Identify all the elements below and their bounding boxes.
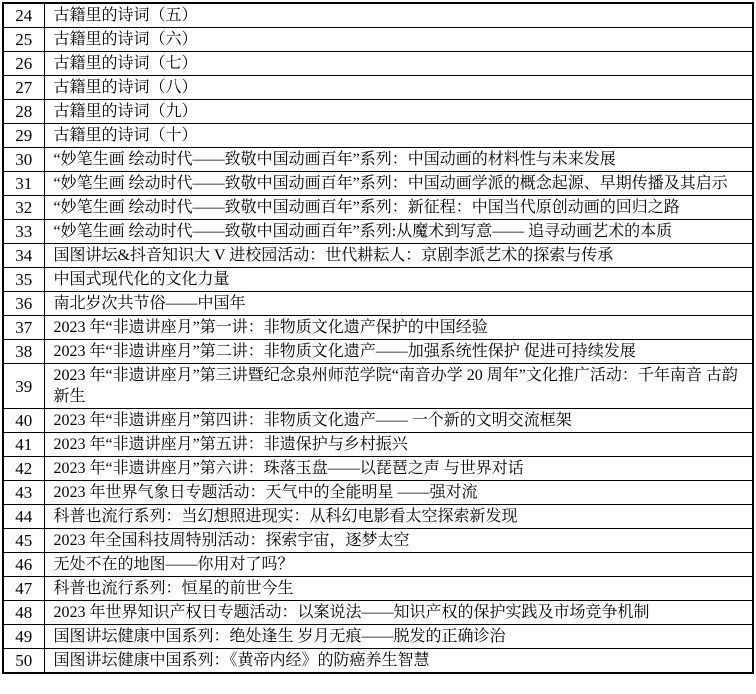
row-title: “妙笔生画 绘动时代——致敬中国动画百年”系列：新征程：中国当代原创动画的回归之路 [44, 196, 753, 220]
table-row [3, 553, 753, 577]
table-row [3, 649, 753, 674]
row-title: 2023 年“非遗讲座月”第六讲：珠落玉盘——以琵琶之声 与世界对话 [44, 457, 753, 481]
table-row [3, 433, 753, 457]
row-title: 2023 年世界气象日专题活动：天气中的全能明星 ——强对流 [44, 481, 753, 505]
table-row [3, 220, 753, 244]
row-number: 27 [3, 76, 44, 100]
row-number: 37 [3, 316, 44, 340]
table-row [3, 76, 753, 100]
row-number: 34 [3, 244, 44, 268]
table-row [3, 268, 753, 292]
row-title: 2023 年“非遗讲座月”第二讲：非物质文化遗产——加强系统性保护 促进可持续发展 [44, 340, 753, 364]
row-number: 32 [3, 196, 44, 220]
row-title: 2023 年世界知识产权日专题活动：以案说法——知识产权的保护实践及市场竞争机制 [44, 601, 753, 625]
row-number: 48 [3, 601, 44, 625]
row-number: 28 [3, 100, 44, 124]
row-title: 科普也流行系列：当幻想照进现实：从科幻电影看太空探索新发现 [44, 505, 753, 529]
row-number: 24 [3, 3, 44, 28]
row-title: 国图讲坛健康中国系列：《黄帝内经》的防癌养生智慧 [44, 649, 753, 674]
row-title: 2023 年“非遗讲座月”第五讲：非遗保护与乡村振兴 [44, 433, 753, 457]
table-row [3, 28, 753, 52]
row-title: 2023 年“非遗讲座月”第四讲：非物质文化遗产—— 一个新的文明交流框架 [44, 409, 753, 433]
row-title: 无处不在的地图——你用对了吗？ [44, 553, 753, 577]
row-number: 50 [3, 649, 44, 674]
row-number: 41 [3, 433, 44, 457]
table-row [3, 3, 753, 28]
table-row [3, 577, 753, 601]
row-title: 古籍里的诗词（五） [44, 3, 753, 28]
row-title: 古籍里的诗词（七） [44, 52, 753, 76]
row-number: 25 [3, 28, 44, 52]
row-title: 中国式现代化的文化力量 [44, 268, 753, 292]
row-title: 国图讲坛&抖音知识大 V 进校园活动：世代耕耘人：京剧李派艺术的探索与传承 [44, 244, 753, 268]
row-title: 古籍里的诗词（八） [44, 76, 753, 100]
table-row [3, 52, 753, 76]
row-number: 43 [3, 481, 44, 505]
row-title: “妙笔生画 绘动时代——致敬中国动画百年”系列：中国动画学派的概念起源、早期传播及其启示 [44, 172, 753, 196]
events-table [2, 2, 754, 674]
row-number: 31 [3, 172, 44, 196]
table-row [3, 529, 753, 553]
table-row [3, 364, 753, 409]
row-number: 39 [3, 364, 44, 409]
table-row [3, 316, 753, 340]
row-number: 35 [3, 268, 44, 292]
row-title: 2023 年“非遗讲座月”第三讲暨纪念泉州师范学院“南音办学 20 周年”文化推广活动：千年南音 古韵新生 [44, 364, 753, 409]
table-row [3, 292, 753, 316]
row-number: 33 [3, 220, 44, 244]
row-number: 36 [3, 292, 44, 316]
row-number: 47 [3, 577, 44, 601]
table-row [3, 505, 753, 529]
row-number: 30 [3, 148, 44, 172]
table-row [3, 481, 753, 505]
row-number: 40 [3, 409, 44, 433]
row-number: 44 [3, 505, 44, 529]
row-number: 46 [3, 553, 44, 577]
row-number: 49 [3, 625, 44, 649]
row-number: 45 [3, 529, 44, 553]
row-title: 古籍里的诗词（六） [44, 28, 753, 52]
row-number: 26 [3, 52, 44, 76]
row-title: 2023 年“非遗讲座月”第一讲：非物质文化遗产保护的中国经验 [44, 316, 753, 340]
row-title: 古籍里的诗词（十） [44, 124, 753, 148]
table-row [3, 625, 753, 649]
events-table-body [3, 3, 753, 673]
row-title: 古籍里的诗词（九） [44, 100, 753, 124]
row-number: 42 [3, 457, 44, 481]
table-row [3, 100, 753, 124]
row-title: “妙笔生画 绘动时代——致敬中国动画百年”系列：中国动画的材料性与未来发展 [44, 148, 753, 172]
table-row [3, 124, 753, 148]
row-number: 38 [3, 340, 44, 364]
table-row [3, 409, 753, 433]
table-row [3, 457, 753, 481]
row-title: 科普也流行系列：恒星的前世今生 [44, 577, 753, 601]
table-row [3, 244, 753, 268]
row-title: 国图讲坛健康中国系列：绝处逢生 岁月无痕——脱发的正确诊治 [44, 625, 753, 649]
table-row [3, 148, 753, 172]
table-row [3, 340, 753, 364]
row-title: “妙笔生画 绘动时代——致敬中国动画百年”系列:从魔术到写意—— 追寻动画艺术的本质 [44, 220, 753, 244]
table-row [3, 601, 753, 625]
table-row [3, 196, 753, 220]
row-number: 29 [3, 124, 44, 148]
row-title: 南北岁次共节俗——中国年 [44, 292, 753, 316]
table-row [3, 172, 753, 196]
row-title: 2023 年全国科技周特别活动：探索宇宙，逐梦太空 [44, 529, 753, 553]
